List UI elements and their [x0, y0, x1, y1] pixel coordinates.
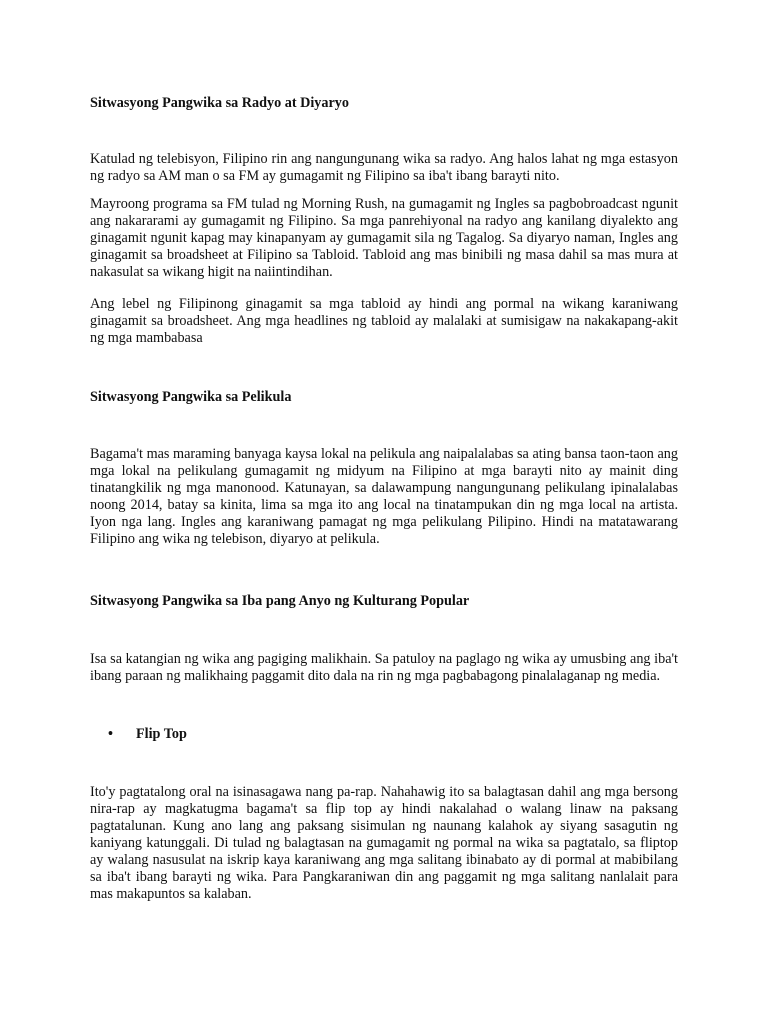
paragraph-fliptop-1: Ito'y pagtatalong oral na isinasagawa nang pa-rap. Nahahawig ito sa balagtasan dahil ang mga bersong nira-rap ay magkatugma bagama't sa flip top ay hindi nakalahad o walang linaw na paksang pagtatalunan. Kung ano lang ang paksang sisimulan ng naunang kalahok ay siyang sasagutin ng kaniyang katunggali. Di tulad ng balagtasan na gumagamit ng pormal na wika sa pagtatalo, sa fliptop ay walang nasusulat na iskrip kaya karaniwang ang mga salitang ibinabato ay di pormal at mabibilang sa iba't ibang barayti ng wika. Para Pangkaraniwan din ang paggamit ng mga salitang nanlalait para mas makapuntos sa kalaban.	[90, 784, 678, 902]
paragraph-radio-2: Mayroong programa sa FM tulad ng Morning Rush, na gumagamit ng Ingles sa pagbobroadcast ngunit ang nakararami ay gumagamit ng Filipino. Sa mga panrehiyonal na radyo ang kanilang diyalekto ang ginagamit ngunit kapag may kinapanyam ay gumagamit sila ng Tagalog. Sa diyaryo naman, Ingles ang ginagamit sa broadsheet at Filipino sa Tabloid. Tabloid ang mas binibili ng masa dahil sa mas mura at nakasulat sa wikang higit na naiintindihan.	[90, 196, 678, 280]
section-popular-heading-block	[90, 593, 678, 610]
paragraph-radio-1: Katulad ng telebisyon, Filipino rin ang nangungunang wika sa radyo. Ang halos lahat ng mga estasyon ng radyo sa AM man o sa FM ay gumagamit ng Filipino sa iba't ibang barayti nito.	[90, 151, 678, 184]
section-radio-paragraph-3-block	[90, 296, 678, 347]
section-heading-popular: Sitwasyong Pangwika sa Iba pang Anyo ng Kulturang Popular	[90, 593, 470, 609]
section-radio-paragraph-1-block	[90, 151, 678, 185]
section-fliptop-paragraph-block	[90, 784, 678, 903]
document-page	[90, 0, 678, 1024]
paragraph-popular-1: Isa sa katangian ng wika ang pagiging malikhain. Sa patuloy na paglago ng wika ay umusbing ang iba't ibang paraan ng malikhaing paggamit dito dala na rin ng mga pagbabagong pinalalaganap ng media.	[90, 651, 678, 684]
section-film-heading-block	[90, 389, 678, 406]
section-film-paragraph-block	[90, 446, 678, 548]
bullet-dot: •	[108, 726, 113, 742]
section-radio-heading-block	[90, 95, 678, 112]
section-heading-radio: Sitwasyong Pangwika sa Radyo at Diyaryo	[90, 95, 349, 111]
paragraph-film-1: Bagama't mas maraming banyaga kaysa lokal na pelikula ang naipalalabas sa ating bansa taon-taon ang mga lokal na pelikulang gumagamit ng midyum na Filipino at mga barayti nito ay mainit ding tinatangkilik ng mga manonood. Katunayan, sa dalawampung nangungunang pelikulang ipinalalabas noong 2014, batay sa kinita, lima sa mga ito ang local na tinatampukan din ng mga local na artista. Iyon nga lang. Ingles ang karaniwang pamagat ng mga pelikulang Pilipino. Hindi na matatawarang Filipino ang wika ng telebison, diyaryo at pelikula.	[90, 446, 678, 547]
section-heading-film: Sitwasyong Pangwika sa Pelikula	[90, 389, 292, 405]
bullet-label-flip-top: Flip Top	[136, 726, 187, 742]
bullet-item-flip-top	[108, 726, 187, 743]
paragraph-radio-3: Ang lebel ng Filipinong ginagamit sa mga tabloid ay hindi ang pormal na wikang karaniwang ginagamit sa broadsheet. Ang mga headlines ng tabloid ay malalaki at sumisigaw na nakakapang-akit ng mga mambabasa	[90, 296, 678, 346]
section-popular-paragraph-block	[90, 651, 678, 685]
section-radio-paragraph-2-block	[90, 196, 678, 281]
